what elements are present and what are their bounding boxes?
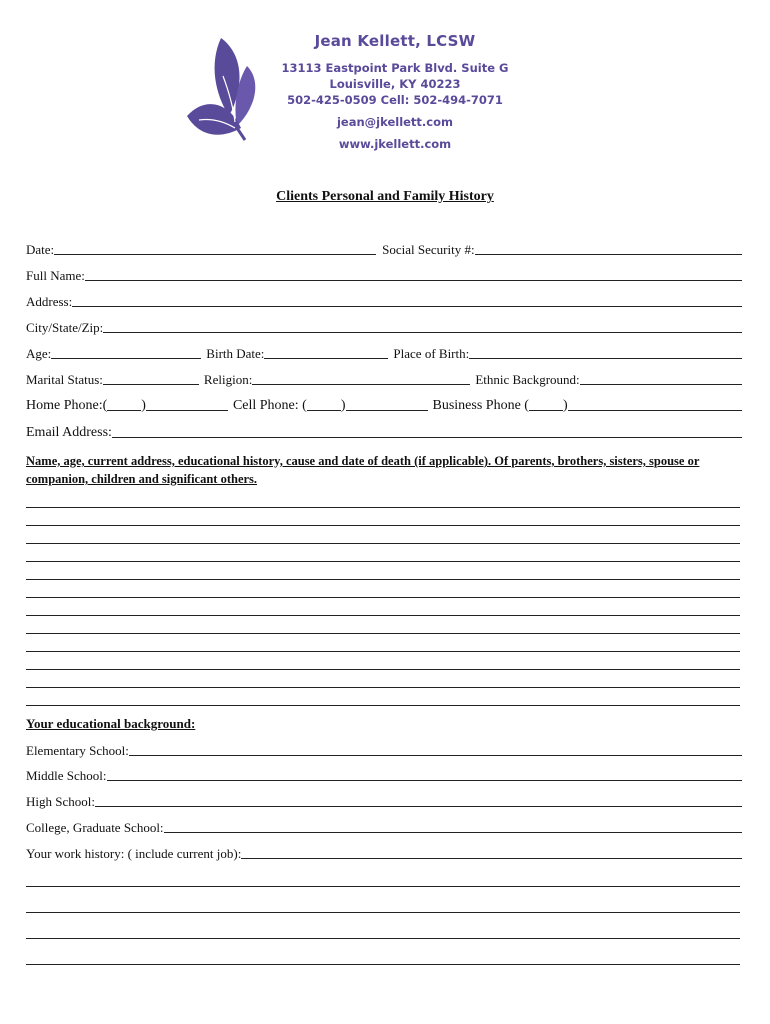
middle-school-field[interactable] — [107, 779, 742, 781]
business-phone-paren: ) — [562, 398, 568, 413]
birth-date-label: Birth Date: — [206, 346, 265, 361]
marital-status-field[interactable] — [103, 383, 199, 385]
family-history-line[interactable] — [26, 687, 740, 688]
family-history-line[interactable] — [26, 543, 740, 544]
ethnic-background-label: Ethnic Background: — [475, 372, 580, 387]
college-field[interactable] — [164, 831, 742, 833]
cell-phone-paren: ) — [340, 398, 346, 413]
cell-phone-field[interactable] — [346, 409, 428, 411]
family-history-instructions: Name, age, current address, educational history, cause and date of death (if applicable). Of parents, brothers, sisters, spouse or companion, children and significant others. — [26, 454, 700, 486]
email-row — [26, 425, 742, 441]
place-of-birth-field[interactable] — [469, 357, 742, 359]
elementary-row — [26, 743, 742, 759]
phone-numbers: 502-425-0509 Cell: 502-494-7071 — [287, 93, 503, 107]
middle-school-label: Middle School: — [26, 768, 107, 783]
family-history-line[interactable] — [26, 615, 740, 616]
date-ssn-row — [26, 242, 742, 258]
place-of-birth-label: Place of Birth: — [393, 346, 470, 361]
ssn-field[interactable] — [475, 253, 742, 255]
cell-phone-area-code-field[interactable] — [307, 409, 341, 411]
family-history-line[interactable] — [26, 705, 740, 706]
date-label: Date: — [26, 242, 55, 257]
home-phone-label: Home Phone:( — [26, 398, 108, 413]
home-phone-area-code-field[interactable] — [107, 409, 141, 411]
work-history-label: Your work history: ( include current job): — [26, 846, 242, 861]
marital-religion-row — [26, 372, 742, 388]
business-phone-label: Business Phone ( — [432, 398, 529, 413]
family-history-line[interactable] — [26, 633, 740, 634]
work-history-line[interactable] — [26, 964, 740, 965]
home-phone-field[interactable] — [146, 409, 228, 411]
email-address-label: Email Address: — [26, 425, 112, 440]
full-name-field[interactable] — [85, 279, 742, 281]
family-history-line[interactable] — [26, 651, 740, 652]
high-row — [26, 794, 742, 810]
birth-date-field[interactable] — [264, 357, 388, 359]
work-history-line[interactable] — [26, 886, 740, 887]
high-school-field[interactable] — [95, 805, 742, 807]
work-history-field[interactable] — [241, 857, 742, 859]
family-history-line[interactable] — [26, 597, 740, 598]
city-state-zip-label: City/State/Zip: — [26, 320, 104, 335]
education-heading: Your educational background: — [26, 716, 196, 731]
age-field[interactable] — [51, 357, 201, 359]
form-title: Clients Personal and Family History — [276, 189, 494, 204]
religion-label: Religion: — [203, 372, 253, 387]
ethnic-background-field[interactable] — [580, 383, 742, 385]
business-phone-area-code-field[interactable] — [529, 409, 563, 411]
age-birth-row — [26, 346, 742, 362]
address-row — [26, 294, 742, 310]
family-history-line[interactable] — [26, 525, 740, 526]
city-state-zip-field[interactable] — [103, 331, 742, 333]
email-text: jean@jkellett.com — [336, 115, 454, 129]
elementary-label: Elementary School: — [26, 743, 129, 758]
family-history-line[interactable] — [26, 579, 740, 580]
work-history-line[interactable] — [26, 912, 740, 913]
full-name-row — [26, 268, 742, 284]
address-line-2: Louisville, KY 40223 — [329, 77, 461, 91]
form-title-wrap — [0, 189, 770, 205]
address-field[interactable] — [72, 305, 742, 307]
website-text: www.jkellett.com — [338, 137, 452, 151]
date-field[interactable] — [54, 253, 376, 255]
address-line-1: 13113 Eastpoint Park Blvd. Suite G — [281, 61, 509, 75]
city-state-zip-row — [26, 320, 742, 336]
cell-phone-label: Cell Phone: ( — [232, 398, 307, 413]
middle-row — [26, 768, 742, 784]
business-phone-field[interactable] — [568, 409, 742, 411]
college-row — [26, 820, 742, 836]
family-history-line[interactable] — [26, 669, 740, 670]
address-label: Address: — [26, 294, 73, 309]
family-history-line[interactable] — [26, 507, 740, 508]
marital-status-label: Marital Status: — [26, 372, 103, 387]
practitioner-name: Jean Kellett, LCSW — [314, 32, 476, 50]
elementary-field[interactable] — [129, 754, 742, 756]
purple-leaf-logo-icon — [185, 36, 265, 144]
religion-field[interactable] — [252, 383, 470, 385]
letterhead-contact — [280, 32, 510, 151]
letterhead — [0, 0, 770, 170]
high-school-label: High School: — [26, 794, 95, 809]
home-phone-paren: ) — [141, 398, 146, 413]
full-name-label: Full Name: — [26, 268, 85, 283]
email-address-field[interactable] — [112, 436, 742, 438]
age-label: Age: — [26, 346, 52, 361]
work-history-row — [26, 846, 742, 862]
work-history-line[interactable] — [26, 938, 740, 939]
phone-row — [26, 398, 742, 414]
family-history-line[interactable] — [26, 561, 740, 562]
college-label: College, Graduate School: — [26, 820, 164, 835]
ssn-label: Social Security #: — [382, 242, 475, 257]
